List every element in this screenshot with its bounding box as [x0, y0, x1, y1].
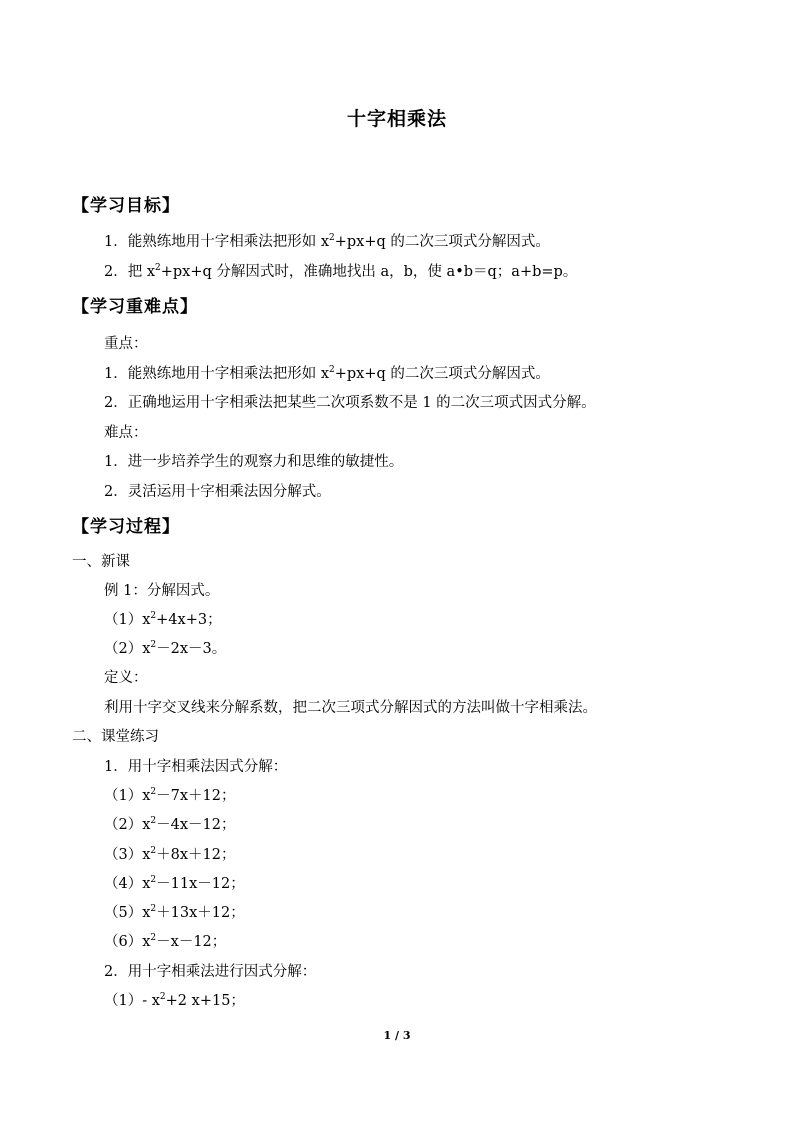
key-point-1: 1．能熟练地用十字相乘法把形如 $x^2+px+q$ 的二次三项式分解因式。	[104, 365, 550, 382]
practice-question-1: 1．用十字相乘法因式分解：	[104, 759, 288, 775]
example-item-2: $(2)x^2-2x-3$。	[104, 640, 227, 657]
page-title: 十字相乘法	[346, 108, 447, 130]
page-number: 1 / 3	[383, 1029, 411, 1042]
section-heading-goals: 【学习目标】	[72, 196, 180, 216]
goal-item-2: 2．把 $x^2+px+q$ 分解因式时，准确地找出 a，b，使 a•b＝q；a+b=p。	[104, 263, 578, 280]
hard-points-label: 难点：	[104, 425, 148, 441]
example-heading: 例 1：分解因式。	[104, 583, 220, 599]
practice-item-3: $(3)x^2+8x+12$；	[104, 846, 236, 863]
example-item-1: $(1)x^2+4x+3$；	[104, 611, 222, 628]
definition-text: 利用十字交叉线来分解系数，把二次三项式分解因式的方法叫做十字相乘法。	[104, 700, 597, 716]
practice-question-2: 2．用十字相乘法进行因式分解：	[104, 964, 317, 980]
key-points-label: 重点：	[104, 336, 148, 352]
practice-item-4: $(4)x^2-11x-12$；	[104, 875, 245, 892]
practice-item-6: $(6)x^2-x-12$；	[104, 933, 227, 950]
practice-item-2: $(2)x^2-4x-12$；	[104, 816, 236, 833]
definition-label: 定义：	[104, 670, 148, 686]
hard-point-1: 1．进一步培养学生的观察力和思维的敏捷性。	[104, 454, 404, 470]
goal-item-1: 1．能熟练地用十字相乘法把形如 $x^2+px+q$ 的二次三项式分解因式。	[104, 233, 550, 250]
part-new-lesson: 一、新课	[72, 554, 130, 570]
hard-point-2: 2．灵活运用十字相乘法因分解式。	[104, 484, 331, 500]
key-point-2: 2．正确地运用十字相乘法把某些二次项系数不是 1 的二次三项式因式分解。	[104, 395, 596, 411]
part-classroom-practice: 二、课堂练习	[72, 729, 159, 745]
practice-item-1: $(1)x^2-7x+12$；	[104, 787, 236, 804]
practice-2-item-1: （1）- $x^2+2$ x+15；	[104, 992, 245, 1009]
practice-item-5: $(5)x^2+13x+12$；	[104, 904, 245, 921]
section-heading-process: 【学习过程】	[72, 517, 180, 537]
section-heading-difficulty: 【学习重难点】	[72, 297, 198, 317]
